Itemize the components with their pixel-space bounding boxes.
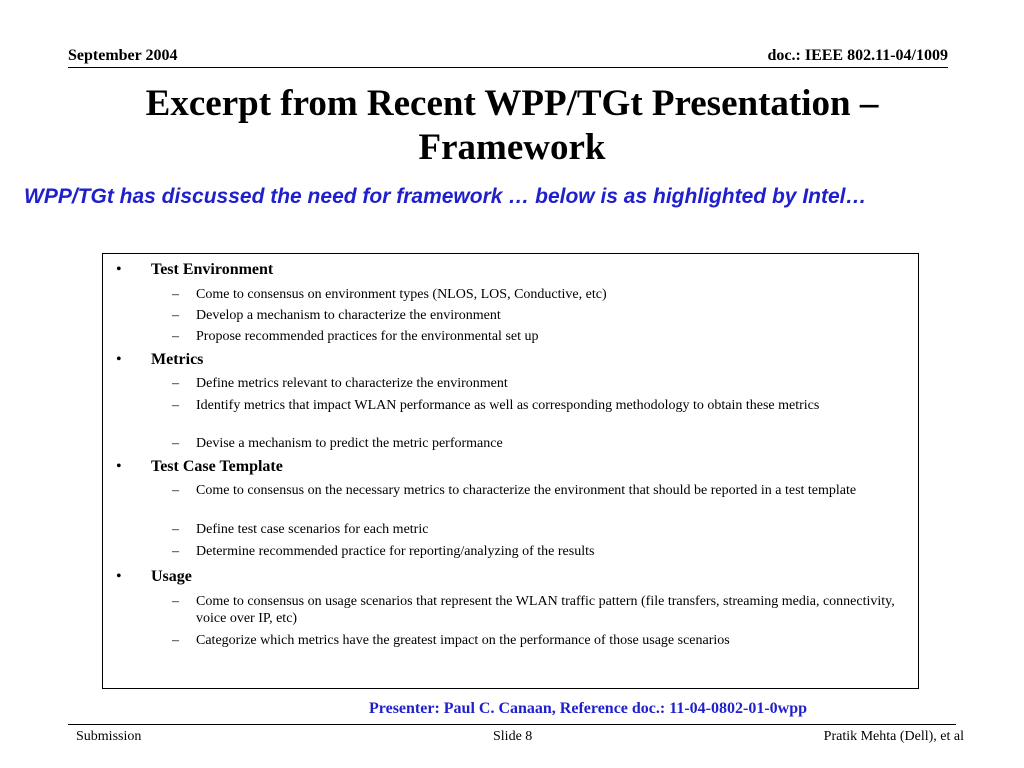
section-heading: Usage [151, 568, 192, 585]
bullet-icon: • [116, 261, 122, 278]
header-divider [68, 67, 948, 68]
list-item-text: Determine recommended practice for reporting/analyzing of the results [196, 544, 595, 559]
list-item-text: Define test case scenarios for each metric [196, 522, 429, 537]
header-doc-id: doc.: IEEE 802.11-04/1009 [767, 47, 948, 64]
dash-icon: – [172, 436, 179, 451]
slide-title-line-1: Excerpt from Recent WPP/TGt Presentation – [145, 83, 879, 124]
footer-author: Pratik Mehta (Dell), et al [823, 729, 964, 744]
dash-icon: – [172, 287, 179, 302]
slide-subtitle: WPP/TGt has discussed the need for framework … below is as highlighted by Intel… [24, 185, 867, 208]
dash-icon: – [172, 594, 179, 609]
list-item-text: Propose recommended practices for the environmental set up [196, 329, 539, 344]
dash-icon: – [172, 329, 179, 344]
footer-slide-number: Slide 8 [493, 729, 533, 744]
list-item-text: Categorize which metrics have the greatest impact on the performance of those usage scenarios [196, 633, 730, 648]
header-date: September 2004 [68, 47, 178, 64]
list-item-text: Come to consensus on usage scenarios that represent the WLAN traffic pattern (file transfers, streaming media, connectivity, voice over IP, etc) [196, 594, 895, 626]
dash-icon: – [172, 633, 179, 648]
list-item-text: Develop a mechanism to characterize the environment [196, 308, 501, 323]
presenter-reference: Presenter: Paul C. Canaan, Reference doc.: 11-04-0802-01-0wpp [369, 700, 808, 717]
bullet-icon: • [116, 351, 122, 368]
slide-title-line-2: Framework [418, 127, 606, 168]
dash-icon: – [172, 398, 179, 413]
footer-divider [68, 724, 956, 725]
list-item-text: Come to consensus on the necessary metrics to characterize the environment that should be reported in a test template [196, 483, 857, 498]
list-item-text: Identify metrics that impact WLAN performance as well as corresponding methodology to obtain these metrics [196, 398, 820, 413]
section-heading: Test Environment [151, 261, 274, 278]
dash-icon: – [172, 544, 179, 559]
list-item-text: Devise a mechanism to predict the metric performance [196, 436, 503, 451]
section-heading: Test Case Template [151, 458, 283, 475]
dash-icon: – [172, 308, 179, 323]
list-item-text: Come to consensus on environment types (NLOS, LOS, Conductive, etc) [196, 287, 607, 302]
section-heading: Metrics [151, 351, 204, 368]
list-item-text: Define metrics relevant to characterize the environment [196, 376, 508, 391]
footer-submission: Submission [76, 729, 142, 744]
bullet-icon: • [116, 458, 122, 475]
dash-icon: – [172, 376, 179, 391]
dash-icon: – [172, 522, 179, 537]
slide-title [40, 82, 984, 170]
bullet-icon: • [116, 568, 122, 585]
dash-icon: – [172, 483, 179, 498]
